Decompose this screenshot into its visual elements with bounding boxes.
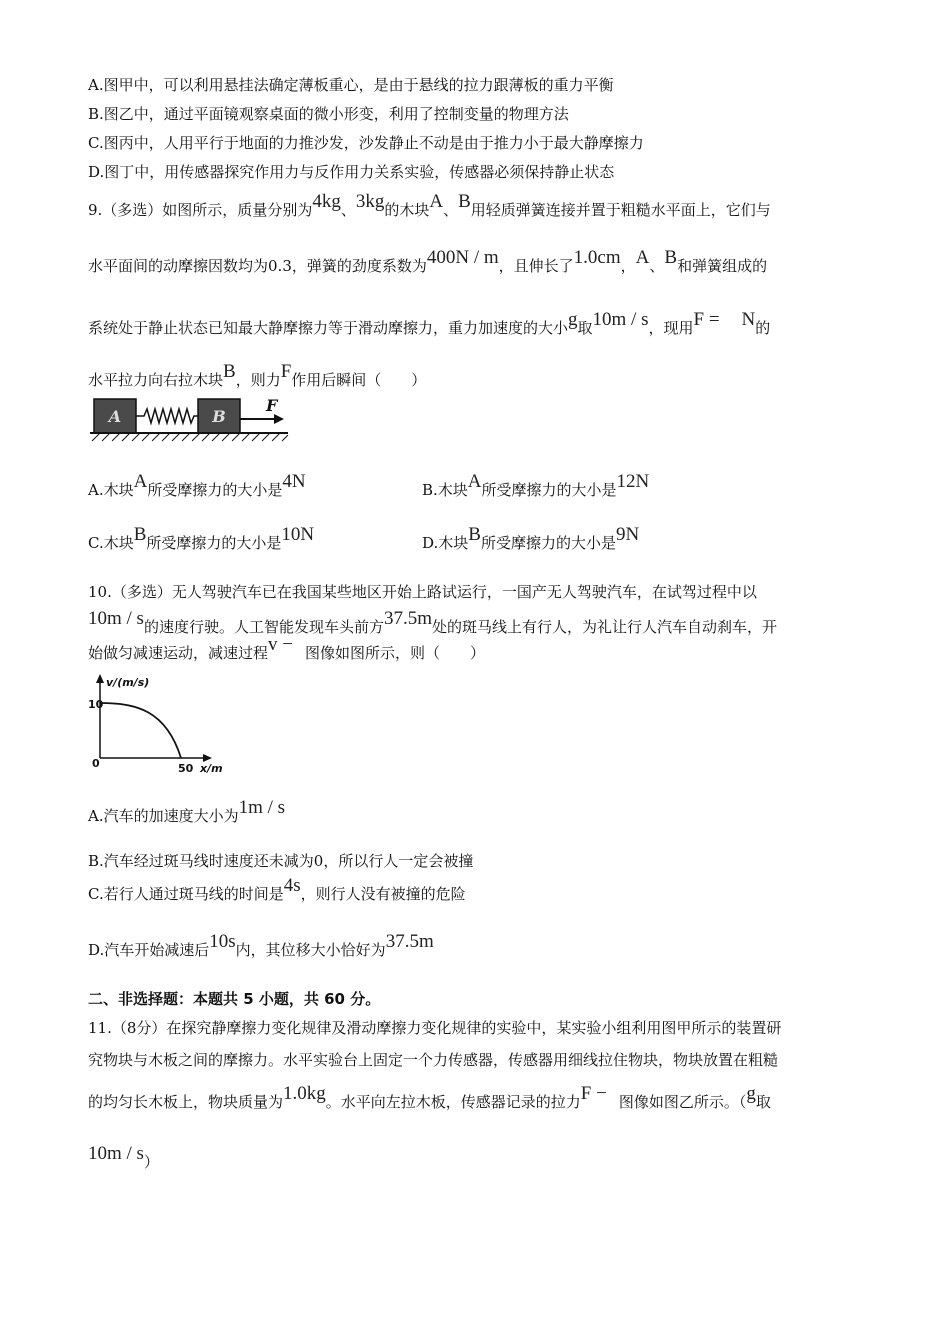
x-axis-arrow	[203, 754, 212, 762]
q10-line-1: 10.（多选）无人驾驶汽车已在我国某些地区开始上路试运行，一国产无人驾驶汽车，在试驾过程中以	[88, 583, 757, 601]
prev-option-a: A.图甲中，可以利用悬挂法确定薄板重心，是由于悬线的拉力跟薄板的重力平衡	[88, 76, 614, 94]
force-label: F	[266, 396, 278, 415]
y-axis-arrow	[96, 674, 104, 683]
spring	[136, 409, 198, 423]
q10-vx-graph	[86, 670, 256, 778]
q10-line-3: 始做匀减速运动，减速过程v − 图像如图所示，则（ ）	[88, 634, 485, 662]
block-a-label: A	[108, 407, 122, 426]
q9-line-1: 9.（多选）如图所示，质量分别为4kg、3kg的木块A、B用轻质弹簧连接并置于粗糙水平面上，它们与	[88, 191, 771, 219]
q9-line-2: 水平面间的动摩擦因数均为0.3，弹簧的劲度系数为400N / m，且伸长了1.0cm，A、B和弹簧组成的	[88, 247, 768, 275]
prev-option-b: B.图乙中，通过平面镜观察桌面的微小形变，利用了控制变量的物理方法	[88, 105, 569, 123]
force-arrowhead	[274, 414, 284, 424]
q9-option-c: C.木块B所受摩擦力的大小是10N	[88, 524, 315, 552]
q10-option-c: C.若行人通过斑马线的时间是4s，则行人没有被撞的危险	[88, 875, 466, 903]
q9-line-4: 水平拉力向右拉木块B，则力F作用后瞬间（ ）	[88, 361, 427, 389]
q11-line-4: 10m / s）	[88, 1143, 159, 1171]
origin-label: 0	[92, 757, 100, 770]
block-b-label: B	[212, 407, 226, 426]
section-2-heading: 二、非选择题：本题共 5 小题，共 60 分。	[88, 990, 381, 1008]
q10-option-a: A.汽车的加速度大小为1m / s	[88, 797, 286, 825]
q10-line-2: 10m / s的速度行驶。人工智能发现车头前方37.5m处的斑马线上有行人，为礼让行人汽车自动刹车，开	[88, 608, 778, 636]
q10-option-d: D.汽车开始减速后10s内，其位移大小恰好为37.5m	[88, 931, 434, 959]
q11-line-3: 的均匀长木板上，物块质量为1.0kg。水平向左拉木板，传感器记录的拉力F − 图像如图乙所示。（g取	[88, 1083, 771, 1111]
prev-option-c: C.图丙中，人用平行于地面的力推沙发，沙发静止不动是由于推力小于最大静摩擦力	[88, 134, 644, 152]
v-x-curve	[100, 703, 181, 758]
q10-option-b: B.汽车经过斑马线时速度还未减为0，所以行人一定会被撞	[88, 852, 474, 870]
x-axis-label: x/m	[200, 762, 223, 775]
q9-option-d: D.木块B所受摩擦力的大小是9N	[422, 524, 640, 552]
q9-figure	[88, 393, 293, 453]
q11-line-2: 究物块与木板之间的摩擦力。水平实验台上固定一个力传感器，传感器用细线拉住物块，物块放置在粗糙	[88, 1051, 779, 1069]
y-tick-10: 10	[88, 698, 104, 711]
q11-line-1: 11.（8分）在探究静摩擦力变化规律及滑动摩擦力变化规律的实验中，某实验小组利用图甲所示的装置研	[88, 1019, 782, 1037]
q9-line-3: 系统处于静止状态已知最大静摩擦力等于滑动摩擦力，重力加速度的大小g取10m / s，现用F = N的	[88, 309, 771, 337]
y-axis-label: v/(m/s)	[106, 676, 150, 689]
q9-option-b: B.木块A所受摩擦力的大小是12N	[422, 471, 650, 499]
prev-option-d: D.图丁中，用传感器探究作用力与反作用力关系实验，传感器必须保持静止状态	[88, 163, 615, 181]
ground-hatch	[92, 433, 288, 441]
q9-option-a: A.木块A所受摩擦力的大小是4N	[88, 471, 306, 499]
x-tick-50: 50	[178, 762, 194, 775]
